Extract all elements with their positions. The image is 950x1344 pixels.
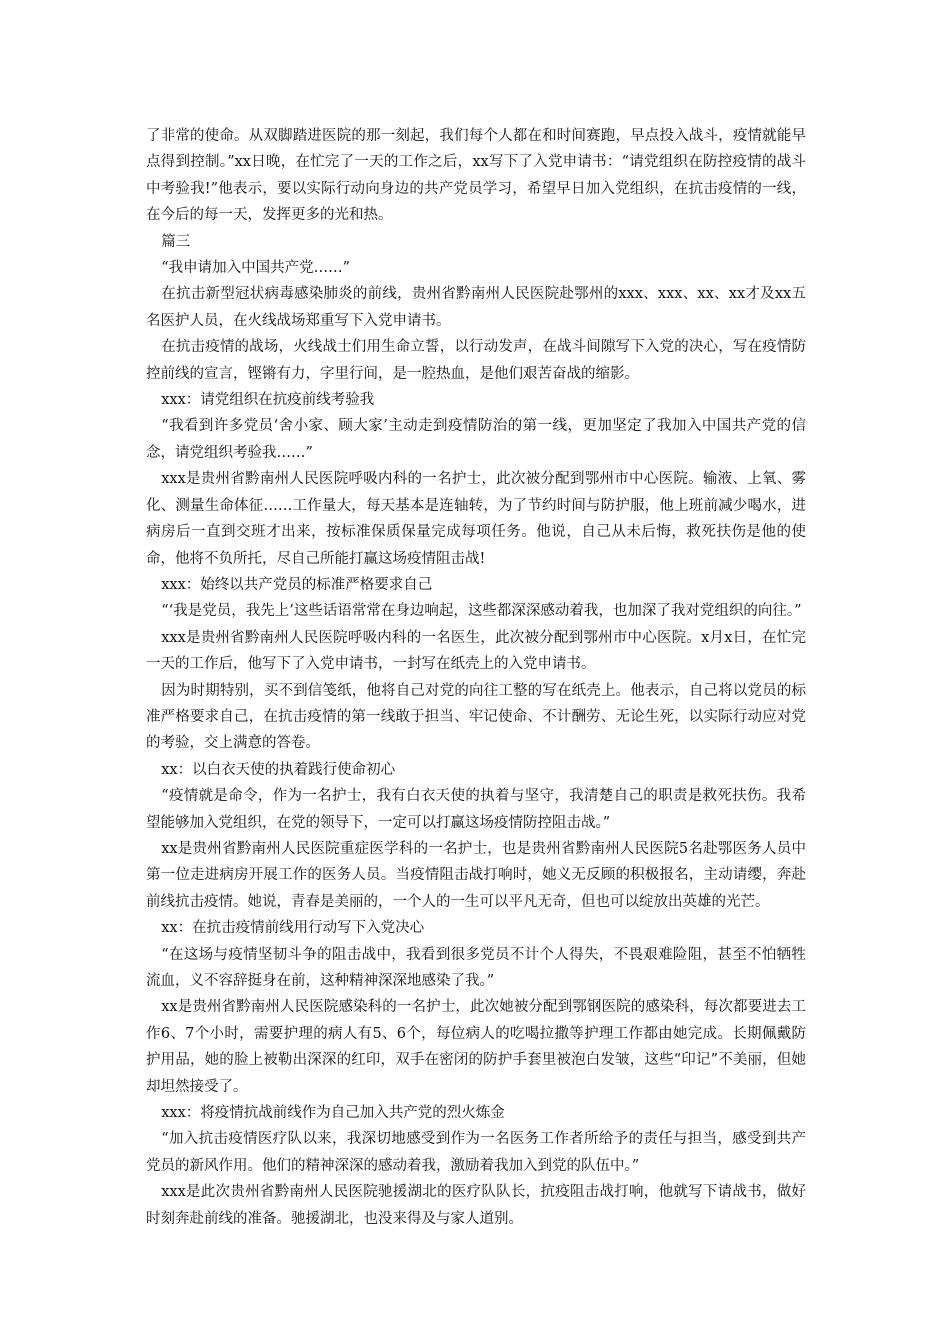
body-paragraph: xx是贵州省黔南州人民医院重症医学科的一名护士，也是贵州省黔南州人民医院5名赴鄂医务人员中第一位走进病房开展工作的医务人员。当疫情阻击战打响时，她义无反顾的积极报名，主动请缨，奔赴前线抗击疫情。她说，青春是美丽的，一个人的一生可以平凡无奇，但也可以绽放出英雄的光芒。	[146, 840, 806, 910]
quote-paragraph: “疫情就是命令，作为一名护士，我有白衣天使的执着与坚守，我清楚自己的职责是救死扶伤。我希望能够加入党组织，在党的领导下，一定可以打赢这场疫情防控阻击战。”	[146, 788, 806, 831]
body-paragraph: 在抗击新型冠状病毒感染肺炎的前线，贵州省黔南州人民医院赴鄂州的xxx、xxx、xx、xx才及xx五名医护人员，在火线战场郑重写下入党申请书。	[146, 286, 806, 329]
section-heading: 篇三	[161, 233, 191, 250]
body-paragraph: 因为时期特别，买不到信笺纸，他将自己对党的向往工整的写在纸壳上。他表示，自己将以党员的标准严格要求自己，在抗击疫情的第一线敢于担当、牢记使命、不计酬劳、无论生死，以实际行动应对党的考验，交上满意的答卷。	[146, 682, 806, 752]
subheading: xxx：始终以共产党员的标准严格要求自己	[161, 576, 433, 593]
body-paragraph: xxx是贵州省黔南州人民医院呼吸内科的一名护士，此次被分配到鄂州市中心医院。输液、上氧、雾化、测量生命体征……工作量大，每天基本是连轴转，为了节约时间与防护服，他上班前减少喝水，进病房后一直到交班才出来，按标准保质保量完成每项任务。他说，自己从未后悔，救死扶伤是他的使命，他将不负所托，尽自己所能打赢这场疫情阻击战!	[146, 471, 806, 567]
quote-paragraph: “在这场与疫情坚韧斗争的阻击战中，我看到很多党员不计个人得失，不畏艰难险阻，甚至不怕牺牲流血，义不容辞挺身在前，这种精神深深地感染了我。”	[146, 946, 806, 989]
quote-paragraph: “加入抗击疫情医疗队以来，我深切地感受到作为一名医务工作者所给予的责任与担当，感受到共产党员的新风作用。他们的精神深深的感动着我，激励着我加入到党的队伍中。”	[146, 1131, 806, 1174]
subheading: xxx：将疫情抗战前线作为自己加入共产党的烈火炼金	[161, 1105, 505, 1122]
body-paragraph: xxx是此次贵州省黔南州人民医院驰援湖北的医疗队队长，抗疫阻击战打响，他就写下请战书，做好时刻奔赴前线的准备。驰援湖北，也没来得及与家人道别。	[146, 1184, 806, 1227]
quote-paragraph: “我看到许多党员‘舍小家、顾大家’主动走到疫情防治的第一线，更加坚定了我加入中国共产党的信念，请党组织考验我……”	[146, 418, 806, 461]
body-paragraph: xx是贵州省黔南州人民医院感染科的一名护士，此次她被分配到鄂钢医院的感染科，每次都要进去工作6、7个小时，需要护理的病人有5、6个，每位病人的吃喝拉撒等护理工作都由她完成。长期佩戴防护用品，她的脸上被勒出深深的红印，双手在密闭的防护手套里被泡白发皱，这些“印记”不美丽，但她却坦然接受了。	[146, 999, 806, 1095]
subheading: xx：在抗击疫情前线用行动写下入党决心	[161, 920, 425, 937]
subheading: xxx：请党组织在抗疫前线考验我	[161, 392, 375, 409]
document-page	[146, 123, 806, 1232]
quote-paragraph: “‘我是党员，我先上’这些话语常常在身边响起，这些都深深感动着我，也加深了我对党组织的向往。”	[161, 603, 802, 620]
body-paragraph: xxx是贵州省黔南州人民医院呼吸内科的一名医生，此次被分配到鄂州市中心医院。x月x日，在忙完一天的工作后，他写下了入党申请书，一封写在纸壳上的入党申请书。	[146, 629, 806, 673]
body-paragraph: 在抗击疫情的战场，火线战士们用生命立誓，以行动发声，在战斗间隙写下入党的决心，写在疫情防控前线的宣言，铿锵有力，字里行间，是一腔热血，是他们艰苦奋战的缩影。	[146, 339, 806, 382]
paragraph-continuation: 了非常的使命。从双脚踏进医院的那一刻起，我们每个人都在和时间赛跑，早点投入战斗，疫情就能早点得到控制。”xx日晚，在忙完了一天的工作之后，xx写下了入党申请书：“请党组织在防控疫情的战斗中考验我!”他表示，要以实际行动向身边的共产党员学习，希望早日加入党组织，在抗击疫情的一线，在今后的每一天，发挥更多的光和热。	[146, 128, 806, 224]
quote-paragraph: “我申请加入中国共产党……”	[161, 260, 351, 277]
subheading: xx：以白衣天使的执着践行使命初心	[161, 761, 396, 778]
